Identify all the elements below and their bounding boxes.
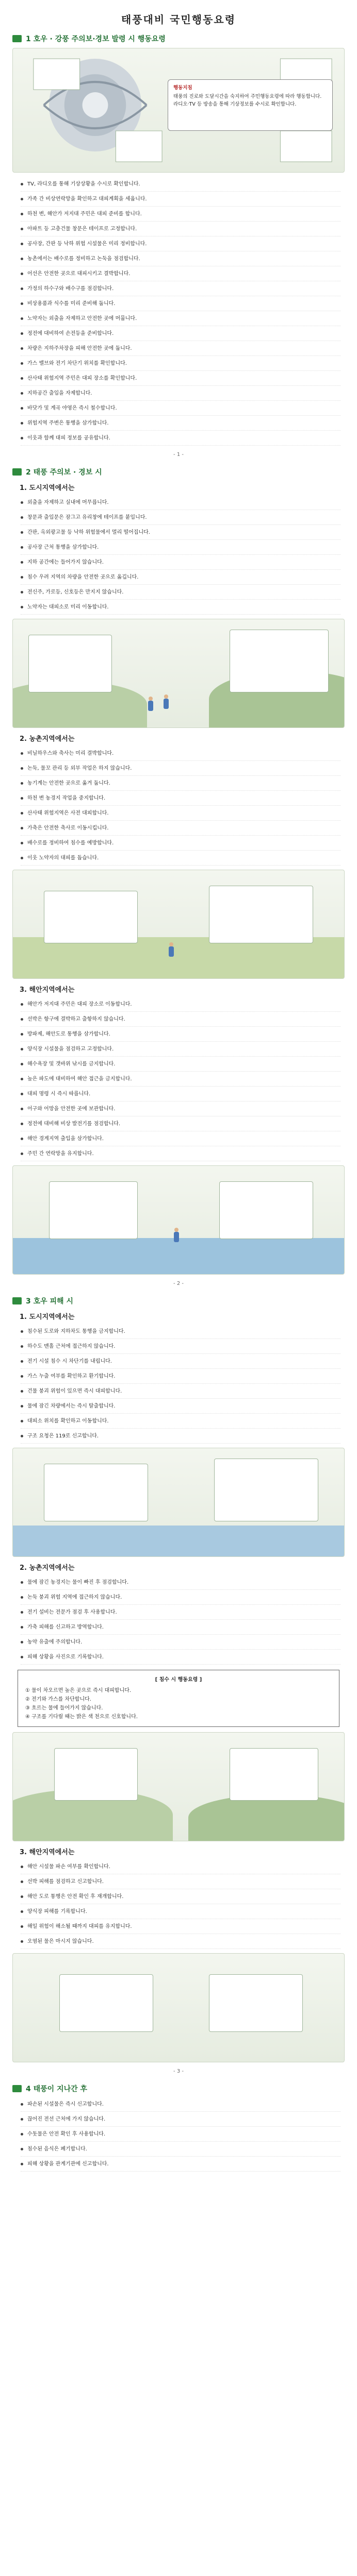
bullet-list (12, 1575, 345, 1665)
list-item (21, 1650, 340, 1665)
list-item-text: 지하공간 출입을 자제합니다. (27, 390, 92, 396)
section-heading-text: 2 태풍 주의보 · 경보 시 (26, 468, 102, 477)
list-item-text: 산사태 위험지역 주민은 대피 장소를 확인합니다. (27, 375, 137, 381)
list-item-text: 양식장 시설물을 점검하고 고정합니다. (27, 1046, 114, 1052)
info-box (18, 1670, 339, 1727)
list-item (21, 266, 340, 281)
bullet-icon (21, 198, 23, 200)
list-item-text: 위험지역 주변은 통행을 삼가합니다. (27, 420, 109, 426)
list-item-text: 구조 요청은 119로 신고합니다. (27, 1433, 99, 1439)
info-lines (25, 1686, 332, 1721)
bullet-icon (21, 1048, 23, 1050)
bullet-icon (21, 317, 23, 320)
bullet-icon (21, 1940, 23, 1943)
list-item (21, 2127, 340, 2142)
list-item-text: 이웃과 함께 대피 정보를 공유합니다. (27, 435, 110, 441)
list-item-text: 전기 설비는 전문가 점검 후 사용합니다. (27, 1609, 117, 1615)
bullet-icon (21, 2163, 23, 2165)
bullet-icon (21, 546, 23, 549)
bullet-icon (21, 1003, 23, 1006)
list-item-text: 파손된 시설물은 즉시 신고합니다. (27, 2101, 104, 2107)
list-item (21, 1605, 340, 1620)
list-item-text: 끊어진 전선 근처에 가지 않습니다. (27, 2116, 106, 2122)
section-heading (12, 467, 345, 477)
section-heading-text: 3 호우 피해 시 (26, 1297, 73, 1306)
bullet-icon (21, 1390, 23, 1393)
section-heading (12, 33, 345, 44)
page-number: - 1 - (173, 452, 184, 457)
bullet-icon (21, 258, 23, 260)
bullet-icon (21, 591, 23, 594)
list-item (21, 525, 340, 540)
page-number: - 3 - (173, 2069, 184, 2074)
bullet-icon (21, 782, 23, 785)
bullet-icon (21, 1108, 23, 1110)
bullet-icon (21, 2103, 23, 2106)
list-item-text: 비상용품과 식수를 미리 준비해 둡니다. (27, 300, 116, 307)
list-item (21, 600, 340, 615)
section-marker-icon (12, 2085, 22, 2092)
note-title: 행동지침 (173, 85, 192, 91)
list-item-text: 이웃 노약자의 대피를 돕습니다. (27, 855, 99, 861)
illustration-rescue (12, 1732, 345, 1841)
list-item-text: 농기계는 안전한 곳으로 옮겨 둡니다. (27, 780, 110, 786)
list-item (21, 495, 340, 510)
bullet-list (12, 177, 345, 446)
list-item (21, 1116, 340, 1131)
list-item (21, 2142, 340, 2157)
list-item-text: 하천 변 농경지 작업을 중지합니다. (27, 795, 106, 801)
list-item (21, 192, 340, 207)
list-item (21, 791, 340, 806)
list-item (21, 836, 340, 851)
list-item (21, 1414, 340, 1429)
info-line: ④ 구조를 기다릴 때는 밝은 색 천으로 신호합니다. (25, 1714, 138, 1720)
list-item (21, 746, 340, 761)
bullet-list (12, 1859, 345, 1949)
bullet-icon (21, 228, 23, 230)
bullet-icon (21, 576, 23, 579)
info-line: ③ 흐르는 물에 들어가지 않습니다. (25, 1705, 103, 1711)
bullet-icon (21, 273, 23, 275)
bullet-icon (21, 1360, 23, 1363)
list-item (21, 776, 340, 791)
list-item-text: 노약자는 외출을 자제하고 안전한 곳에 머뭅니다. (27, 315, 137, 321)
list-item (21, 2112, 340, 2127)
list-item-text: 해안가 저지대 주민은 대피 장소로 이동합니다. (27, 1001, 132, 1007)
list-item-text: 가족 간 비상연락망을 확인하고 대피계획을 세웁니다. (27, 196, 147, 202)
bullet-icon (21, 1925, 23, 1928)
list-item (21, 207, 340, 222)
list-item-text: 전기 시설 침수 시 차단기를 내립니다. (27, 1358, 112, 1364)
section-heading-text: 4 태풍이 지나간 후 (26, 2085, 88, 2093)
bullet-icon (21, 797, 23, 800)
list-item-text: 해수욕장 및 갯바위 낚시를 금지합니다. (27, 1061, 116, 1067)
list-item-text: 선박 피해를 점검하고 신고합니다. (27, 1878, 104, 1885)
illustration-aftermath (12, 1953, 345, 2062)
list-item-text: 아파트 등 고층건물 창문은 테이프로 고정합니다. (27, 226, 137, 232)
bullet-icon (21, 1153, 23, 1155)
page-number: - 2 - (173, 1281, 184, 1286)
bullet-icon (21, 392, 23, 395)
list-item (21, 236, 340, 251)
list-item (21, 1635, 340, 1650)
section-heading (12, 1296, 345, 1306)
illustration-typhoon (12, 48, 345, 173)
bullet-icon (21, 1078, 23, 1080)
bullet-icon (21, 243, 23, 245)
bullet-list (12, 997, 345, 1161)
list-item (21, 585, 340, 600)
bullet-icon (21, 2133, 23, 2136)
list-item (21, 296, 340, 311)
list-item (21, 851, 340, 866)
list-item (21, 1369, 340, 1384)
section-heading (12, 2083, 345, 2094)
list-item-text: 논둑, 물꼬 관리 등 외부 작업은 하지 않습니다. (27, 765, 132, 771)
list-item (21, 1012, 340, 1027)
list-item-text: 정전에 대비해 비상 발전기를 점검합니다. (27, 1121, 121, 1127)
bullet-list (12, 746, 345, 866)
list-item-text: 높은 파도에 대비하여 해안 접근을 금지합니다. (27, 1076, 132, 1082)
section-marker-icon (12, 35, 22, 42)
list-item (21, 311, 340, 326)
bullet-icon (21, 347, 23, 350)
info-title: [ 침수 시 행동요령 ] (155, 1677, 202, 1683)
list-item-text: 오염된 물은 마시지 않습니다. (27, 1938, 94, 1944)
list-item (21, 761, 340, 776)
list-item-text: 하수도 맨홀 근처에 접근하지 않습니다. (27, 1343, 116, 1349)
list-item-text: 물에 잠긴 농경지는 물이 빠진 후 점검합니다. (27, 1579, 129, 1585)
list-item-text: 공사장, 간판 등 낙하 위험 시설물은 미리 정비합니다. (27, 241, 147, 247)
bullet-icon (21, 501, 23, 504)
list-item (21, 821, 340, 836)
bullet-icon (21, 1018, 23, 1021)
bullet-icon (21, 1611, 23, 1614)
bullet-icon (21, 1596, 23, 1599)
list-item-text: 공사장 근처 통행을 삼가합니다. (27, 544, 99, 550)
list-item (21, 416, 340, 431)
bullet-icon (21, 561, 23, 564)
list-item-text: 산사태 위험지역은 사전 대피합니다. (27, 810, 109, 816)
bullet-icon (21, 1033, 23, 1036)
list-item-text: 어구와 어망을 안전한 곳에 보관합니다. (27, 1106, 116, 1112)
bullet-icon (21, 531, 23, 534)
list-item-text: 피해 상황을 사진으로 기록합니다. (27, 1654, 104, 1660)
document-title: 태풍대비 국민행동요령 (121, 13, 236, 26)
list-item-text: 창문과 출입문은 잠그고 유리창에 테이프를 붙입니다. (27, 514, 147, 520)
list-item (21, 1620, 340, 1635)
list-item (21, 1057, 340, 1072)
list-item-text: 침수된 도로와 지하차도 통행을 금지합니다. (27, 1328, 125, 1334)
list-item (21, 1575, 340, 1590)
note-box (168, 79, 333, 131)
list-item (21, 1042, 340, 1057)
list-item-text: 침수된 음식은 폐기합니다. (27, 2146, 87, 2152)
list-item (21, 1399, 340, 1414)
bullet-icon (21, 213, 23, 215)
list-item-text: 대피 명령 시 즉시 따릅니다. (27, 1091, 91, 1097)
bullet-icon (21, 1435, 23, 1437)
section-marker-icon (12, 468, 22, 476)
list-item-text: 농촌에서는 배수로를 정비하고 논둑을 점검합니다. (27, 256, 140, 262)
list-item-text: 전신주, 가로등, 신호등은 만지지 않습니다. (27, 589, 124, 595)
list-item-text: 간판, 옥외광고물 등 낙하 위험물에서 멀리 떨어집니다. (27, 529, 150, 535)
list-item (21, 1919, 340, 1934)
list-item-text: 양식장 피해를 기록합니다. (27, 1908, 87, 1914)
bullet-icon (21, 752, 23, 755)
list-item (21, 806, 340, 821)
bullet-icon (21, 362, 23, 365)
list-item-text: 피해 상황을 관계기관에 신고합니다. (27, 2161, 109, 2167)
list-item (21, 1339, 340, 1354)
list-item-text: 해안 도로 통행은 안전 확인 후 재개합니다. (27, 1893, 124, 1900)
list-item (21, 1087, 340, 1101)
bullet-icon (21, 827, 23, 829)
list-item (21, 341, 340, 356)
bullet-icon (21, 1581, 23, 1584)
bullet-icon (21, 767, 23, 770)
bullet-icon (21, 1641, 23, 1643)
list-item (21, 1072, 340, 1087)
bullet-icon (21, 302, 23, 305)
list-item (21, 555, 340, 570)
bullet-icon (21, 1138, 23, 1140)
list-item (21, 540, 340, 555)
section-4 (12, 2083, 345, 2172)
section-3 (12, 1296, 345, 2074)
list-item-text: 선박은 항구에 결박하고 출항하지 않습니다. (27, 1016, 125, 1022)
bullet-icon (21, 1626, 23, 1629)
list-item (21, 1904, 340, 1919)
list-item (21, 1429, 340, 1444)
list-item (21, 431, 340, 446)
bullet-icon (21, 812, 23, 815)
list-item (21, 386, 340, 401)
list-item (21, 1354, 340, 1369)
subsection-heading: 2. 농촌지역에서는 (20, 735, 75, 743)
subsection-heading: 2. 농촌지역에서는 (20, 1564, 75, 1572)
list-item-text: 어선은 안전한 곳으로 대피시키고 결박합니다. (27, 270, 131, 277)
list-item-text: 외출을 자제하고 실내에 머무릅니다. (27, 499, 109, 505)
list-item (21, 1859, 340, 1874)
subsection-heading: 1. 도시지역에서는 (20, 1313, 75, 1321)
bullet-icon (21, 842, 23, 844)
bullet-icon (21, 1345, 23, 1348)
bullet-icon (21, 857, 23, 859)
info-line: ② 전기와 가스를 차단합니다. (25, 1697, 91, 1702)
bullet-icon (21, 407, 23, 410)
bullet-icon (21, 1420, 23, 1422)
list-item-text: 배수로를 정비하여 침수를 예방합니다. (27, 840, 114, 846)
list-item-text: 방파제, 해안도로 통행을 삼가합니다. (27, 1031, 110, 1037)
bullet-list (12, 1324, 345, 1444)
note-text: 태풍의 진로와 도달시간을 숙지하여 주민행동요령에 따라 행동합니다. 라디오·TV 등 방송을 통해 기상정보를 수시로 확인합니다. (173, 94, 322, 107)
list-item (21, 356, 340, 371)
subsection-heading: 1. 도시지역에서는 (20, 484, 75, 492)
bullet-icon (21, 1866, 23, 1868)
bullet-icon (21, 606, 23, 608)
list-item (21, 281, 340, 296)
illustration-farm (12, 870, 345, 979)
bullet-icon (21, 183, 23, 185)
bullet-icon (21, 377, 23, 380)
bullet-list (12, 2097, 345, 2172)
bullet-icon (21, 287, 23, 290)
section-2 (12, 467, 345, 1286)
list-item (21, 1146, 340, 1161)
info-line: ① 물이 차오르면 높은 곳으로 즉시 대피합니다. (25, 1688, 132, 1693)
list-item (21, 2157, 340, 2172)
illustration-coast (12, 1165, 345, 1275)
list-item (21, 510, 340, 525)
bullet-icon (21, 1910, 23, 1913)
list-item (21, 570, 340, 585)
list-item-text: 지하 공간에는 들어가지 않습니다. (27, 559, 104, 565)
list-item (21, 997, 340, 1012)
bullet-icon (21, 2118, 23, 2121)
bullet-icon (21, 1375, 23, 1378)
bullet-icon (21, 437, 23, 439)
list-item (21, 251, 340, 266)
list-item-text: 물에 잠긴 차량에서는 즉시 탈출합니다. (27, 1403, 116, 1409)
list-item-text: TV, 라디오를 통해 기상상황을 수시로 확인합니다. (27, 181, 140, 187)
bullet-icon (21, 516, 23, 519)
section-marker-icon (12, 1297, 22, 1304)
list-item-text: 논둑 붕괴 위험 지역에 접근하지 않습니다. (27, 1594, 122, 1600)
list-item-text: 주민 간 연락망을 유지합니다. (27, 1150, 94, 1157)
list-item (21, 2097, 340, 2112)
list-item (21, 326, 340, 341)
list-item (21, 1101, 340, 1116)
list-item-text: 해일 위험이 해소될 때까지 대피를 유지합니다. (27, 1923, 132, 1929)
list-item-text: 해안 경계지역 출입을 삼가합니다. (27, 1136, 104, 1142)
illustration-city (12, 619, 345, 728)
list-item (21, 371, 340, 386)
list-item-text: 수돗물은 안전 확인 후 사용합니다. (27, 2131, 106, 2137)
list-item (21, 1384, 340, 1399)
list-item-text: 침수 우려 지역의 차량을 안전한 곳으로 옮깁니다. (27, 574, 139, 580)
bullet-icon (21, 332, 23, 335)
list-item-text: 해안 시설물 파손 여부를 확인합니다. (27, 1863, 110, 1870)
list-item (21, 1889, 340, 1904)
list-item-text: 차량은 지하주차장을 피해 안전한 곳에 둡니다. (27, 345, 132, 351)
section-1 (12, 33, 345, 457)
list-item-text: 대피소 위치를 확인하고 이동합니다. (27, 1418, 109, 1424)
list-item-text: 가정의 하수구와 배수구를 점검합니다. (27, 285, 114, 292)
list-item (21, 1324, 340, 1339)
list-item-text: 가축 피해를 신고하고 방역합니다. (27, 1624, 104, 1630)
bullet-icon (21, 1656, 23, 1658)
bullet-icon (21, 1063, 23, 1065)
list-item (21, 1590, 340, 1605)
bullet-icon (21, 1330, 23, 1333)
illustration-flood (12, 1448, 345, 1557)
list-item-text: 가축은 안전한 축사로 이동시킵니다. (27, 825, 109, 831)
section-heading-text: 1 호우 · 강풍 주의보·경보 발령 시 행동요령 (26, 35, 166, 43)
bullet-icon (21, 2148, 23, 2150)
list-item (21, 1027, 340, 1042)
list-item-text: 가스 밸브와 전기 차단기 위치를 확인합니다. (27, 360, 127, 366)
subsection-heading: 3. 해안지역에서는 (20, 986, 75, 994)
bullet-icon (21, 1880, 23, 1883)
list-item (21, 1874, 340, 1889)
subsection-heading: 3. 해안지역에서는 (20, 1849, 75, 1856)
bullet-icon (21, 1093, 23, 1095)
bullet-icon (21, 422, 23, 425)
list-item (21, 401, 340, 416)
list-item-text: 정전에 대비하여 손전등을 준비합니다. (27, 330, 114, 336)
list-item (21, 222, 340, 236)
list-item-text: 건물 붕괴 위험이 있으면 즉시 대피합니다. (27, 1388, 122, 1394)
list-item-text: 노약자는 대피소로 미리 이동합니다. (27, 604, 109, 610)
list-item-text: 바닷가 및 계곡 야영은 즉시 철수합니다. (27, 405, 117, 411)
list-item-text: 농약 유출에 주의합니다. (27, 1639, 83, 1645)
bullet-icon (21, 1895, 23, 1898)
list-item-text: 비닐하우스와 축사는 미리 결박합니다. (27, 750, 114, 756)
list-item-text: 하천 변, 해안가 저지대 주민은 대피 준비를 합니다. (27, 211, 142, 217)
list-item (21, 1131, 340, 1146)
bullet-icon (21, 1405, 23, 1408)
bullet-icon (21, 1123, 23, 1125)
list-item-text: 가스 누출 여부를 확인하고 환기합니다. (27, 1373, 116, 1379)
bullet-list (12, 495, 345, 615)
list-item (21, 177, 340, 192)
list-item (21, 1934, 340, 1949)
